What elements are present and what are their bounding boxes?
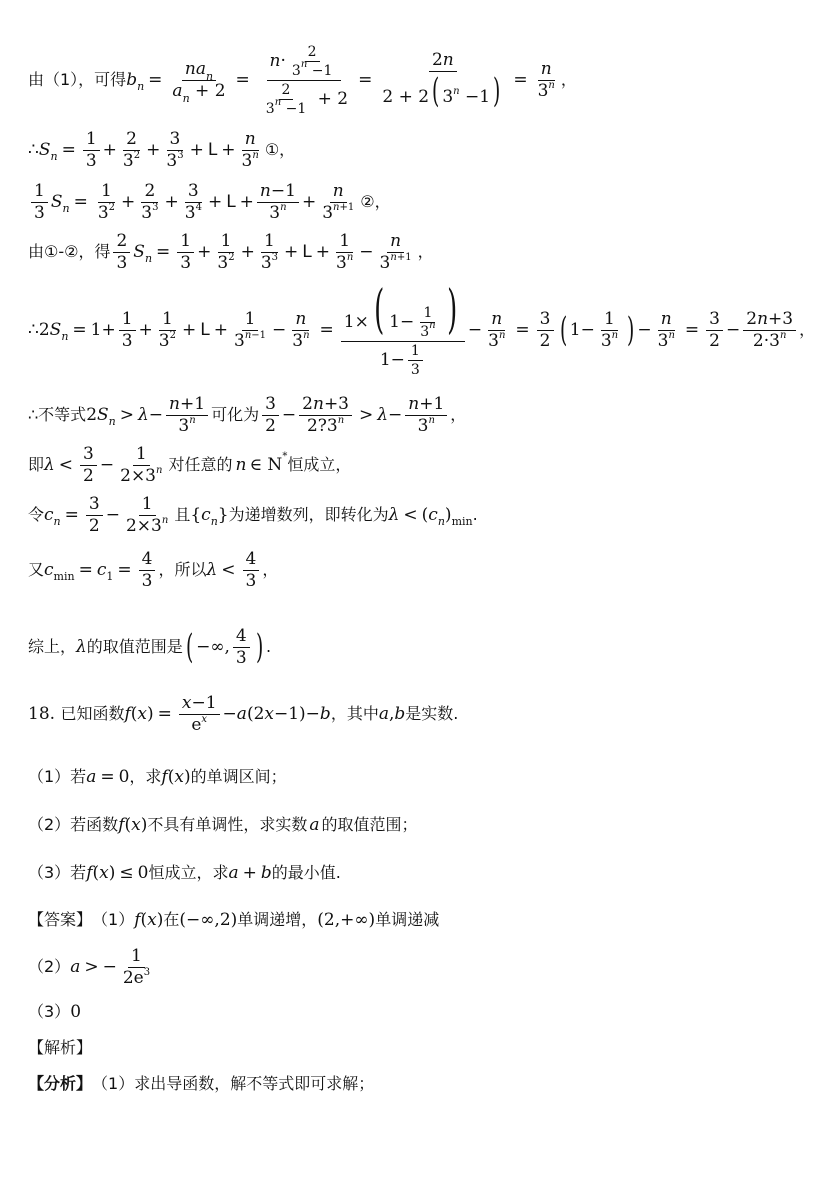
line-bn-derivation: 由（1），可得 b n = $\frac{na_n}{a_n + 2}$ = n· $\frac{2}{3^n -1}$ $\frac{2}{3^n -1}$ + 2 = $\frac{2n}{2 + 2( 3^n -1)}$ = $\frac{n}{3^n}$ ， bbox=[28, 43, 577, 117]
question-18-part3: （3）若 f ( x ) ≤ 0 恒成立，求 a + b 的最小值. bbox=[28, 862, 341, 883]
question-18: 18. 已知函数 f ( x ) = $\frac{x-1}{e^x}$ − a (2 x −1)− b ，其中 a , b 是实数. bbox=[28, 692, 459, 735]
line-cn-def: 令 c n = $\frac{3}{2}$ − $\frac{1}{2\times 3^n}$ 且 { c n } 为递增数列，即转化为 λ < ( c n ) min . bbox=[28, 493, 478, 536]
line-sn-sum: ∴ S n = $\frac{1}{3}$ + $\frac{2}{3^2}$ + $\frac{3}{3^3}$ + L + $\frac{n}{3^n}$ ①， bbox=[28, 128, 296, 171]
answer-part3: （3） 0 bbox=[28, 1001, 82, 1022]
line-2sn-result: ∴ 2 S n = 1+ $\frac{1}{3}$ + $\frac{1}{3^2}$ + L + $\frac{1}{3^{n-1}}$ − $\frac{n}{3^n}$ = 1×( 1− $\frac{1}{3^n}$ ) 1− $\frac{1}{3}$ − $\frac{n}{3^n}$ = $\frac{3}{2}$ ( 1− $\frac{1}{3^n}$ ) − $\frac{n}{3^n}$ = $\frac{3}{2}$ − $\frac{2n+3}{2\cdot 3^n}$ ， bbox=[28, 279, 815, 378]
line-third-sn: $\frac{1}{3}$ S n = $\frac{1}{3^2}$ + $\frac{2}{3^3}$ + $\frac{3}{3^4}$ + L + $\frac{n-1}{3^n}$ + $\frac{n}{3^{n+1}}$ ②， bbox=[28, 180, 391, 224]
answer-part1: 【答案】 （1） f ( x ) 在 (−∞,2) 单调递增， (2,+∞) 单调递减 bbox=[28, 909, 440, 930]
question-18-part2: （2）若函数 f ( x ) 不具有单调性，求实数 a 的取值范围； bbox=[28, 814, 418, 835]
answer-part2: （2） a > − $\frac{1}{2e^3}$ bbox=[28, 945, 151, 988]
line-inequality: ∴不等式 2 S n > λ − $\frac{n+1}{3^n}$ 可化为 $\frac{3}{2}$ − $\frac{2n+3}{2?3^n}$ > λ − $\frac{n+1}{3^n}$ ， bbox=[28, 393, 467, 436]
fenxi-line: 【分析】 （1）求出导函数，解不等式即可求解； bbox=[28, 1074, 375, 1093]
line-lambda-bound: 即 λ < $\frac{3}{2}$ − $\frac{1}{2\times 3^n}$ 对任意的 n ∈ N * 恒成立， bbox=[28, 443, 352, 486]
question-18-part1: （1）若 a = 0 ，求 f ( x ) 的单调区间； bbox=[28, 766, 287, 787]
line-cmin: 又 c min = c 1 = $\frac{4}{3}$ ，所以 λ < $\frac{4}{3}$ ， bbox=[28, 548, 279, 591]
analysis-tag: 【解析】 bbox=[28, 1038, 93, 1057]
line-subtract: 由①-②，得 $\frac{2}{3}$ S n = $\frac{1}{3}$ + $\frac{1}{3^2}$ + $\frac{1}{3^3}$ + L + $\frac{1}{3^n}$ − $\frac{n}{3^{n+1}}$ ， bbox=[28, 230, 434, 273]
line-conclusion: 综上， λ 的取值范围是 ( −∞, $\frac{4}{3}$ ) . bbox=[28, 625, 272, 668]
